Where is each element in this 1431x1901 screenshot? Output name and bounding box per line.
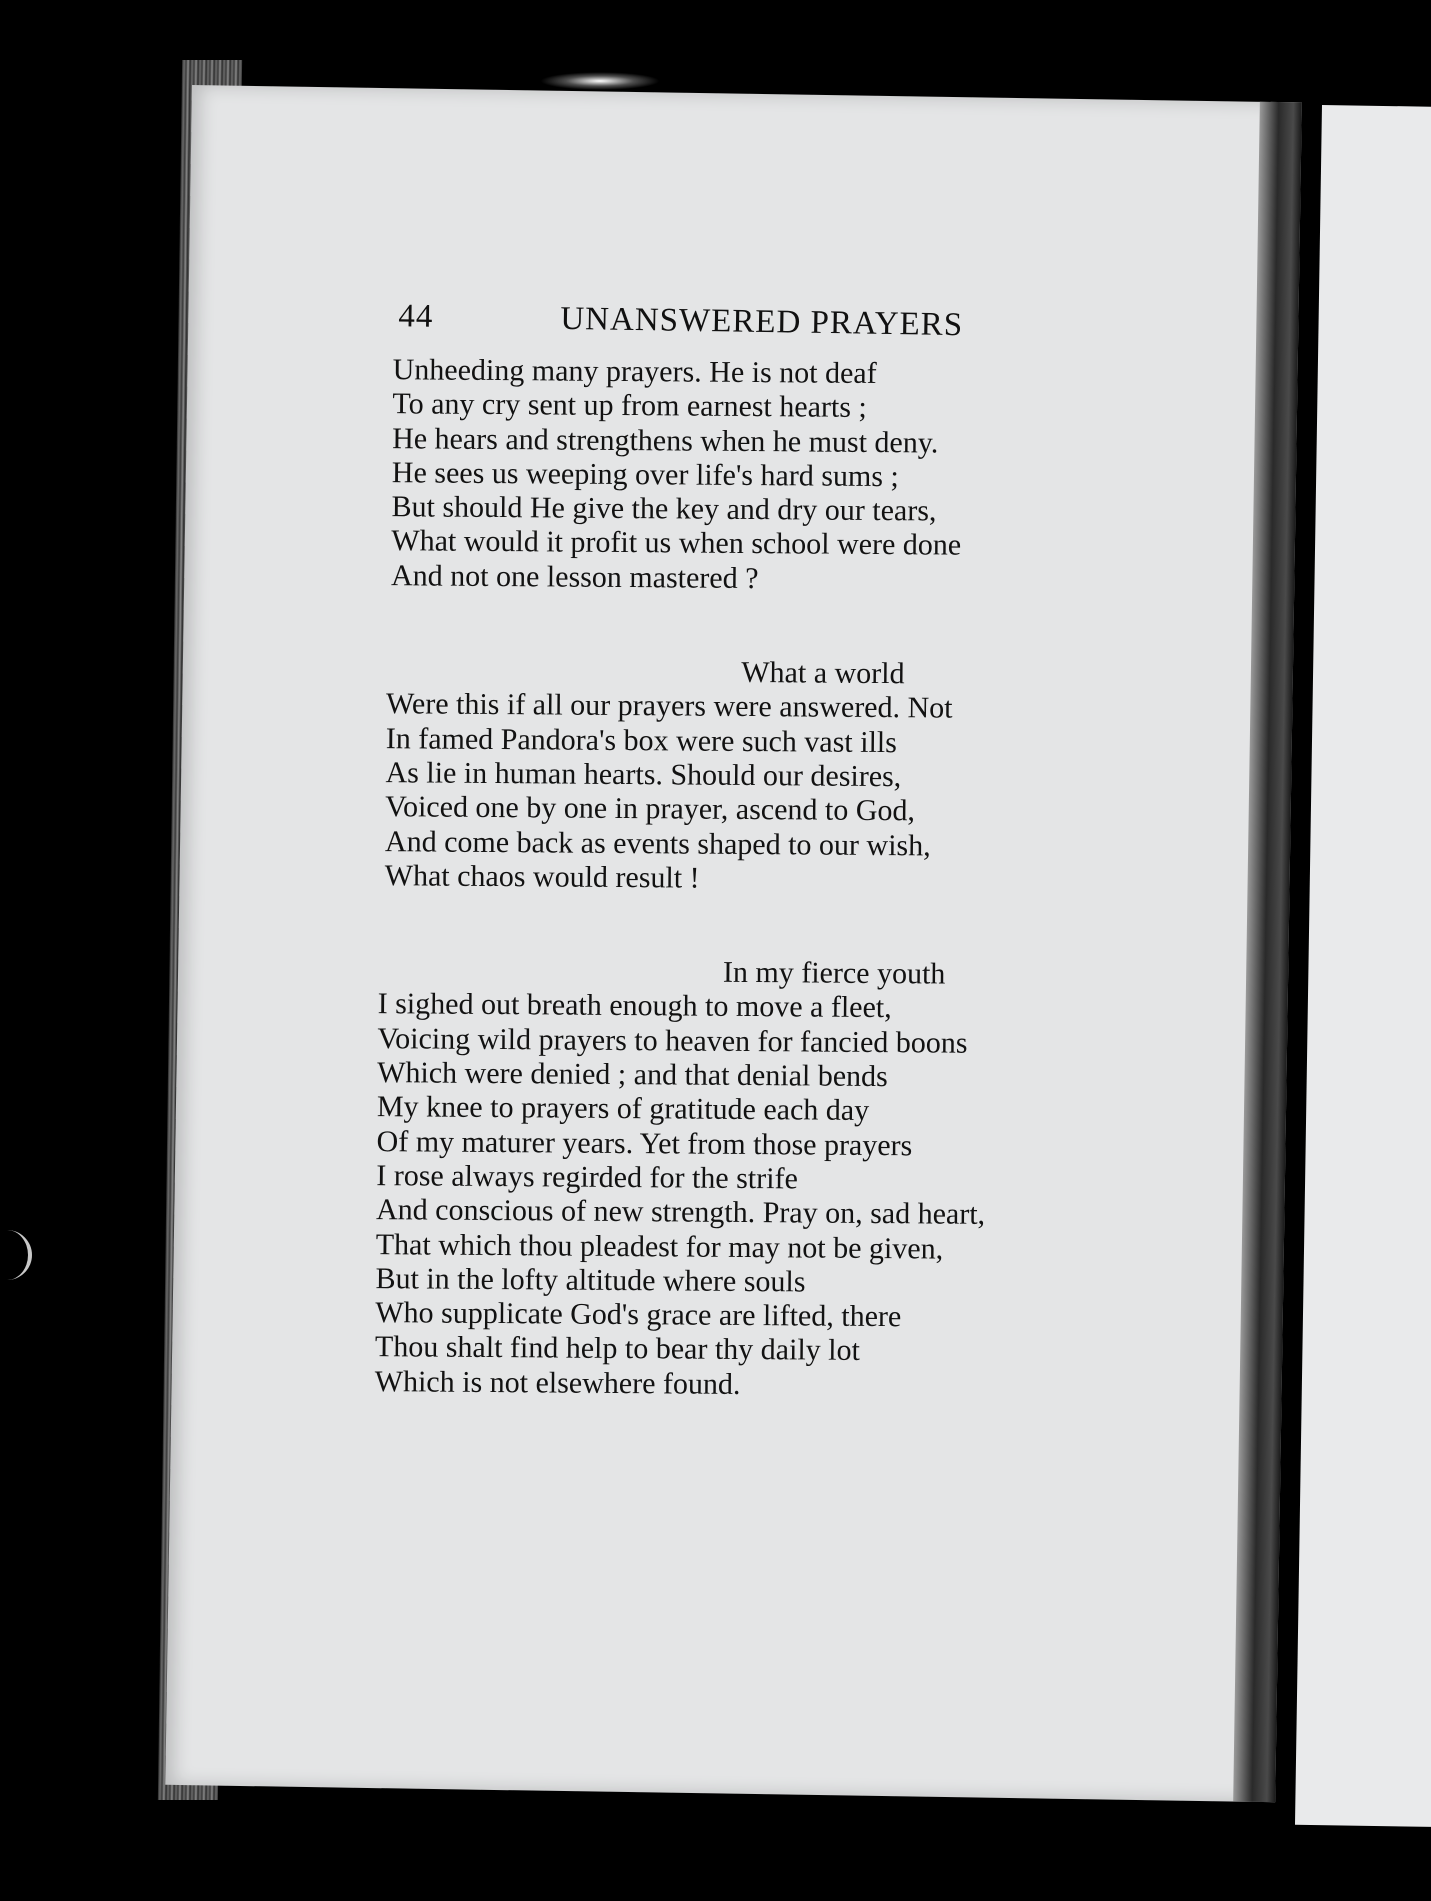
poem-line: My knee to prayers of gratitude each day <box>376 1090 870 1128</box>
poem-line: And come back as events shaped to our wish, <box>384 824 931 862</box>
light-flare <box>540 72 660 90</box>
poem-line: He sees us weeping over life's hard sums ; <box>391 456 899 494</box>
poem-line: He hears and strengthens when he must deny. <box>392 421 939 460</box>
running-head <box>398 298 999 344</box>
stanza <box>391 353 1033 598</box>
poem-line: And not one lesson mastered ? <box>390 558 759 595</box>
poem-line: And conscious of new strength. Pray on, sad heart, <box>375 1193 986 1232</box>
facing-page-edge <box>1295 105 1431 1827</box>
poem-line: Which is not elsewhere found. <box>374 1364 741 1401</box>
poem-line: But should He give the key and dry our tears, <box>391 490 937 528</box>
poem-line: What would it profit us when school were done <box>391 524 962 563</box>
poem-line: In famed Pandora's box were such vast ills <box>385 721 898 759</box>
scan-artifact-mark <box>2 1230 32 1280</box>
poem-line: As lie in human hearts. Should our desires, <box>385 756 902 794</box>
poem-line: Which were denied ; and that denial bends <box>377 1056 888 1094</box>
poem-line: I rose always regirded for the strife <box>376 1159 798 1196</box>
poem-line: To any cry sent up from earnest hearts ; <box>392 387 867 425</box>
poem-line: Voicing wild prayers to heaven for fancied boons <box>377 1021 968 1060</box>
poem-line: Unheeding many prayers. He is not deaf <box>392 353 877 390</box>
poem-line: Thou shalt find help to bear thy daily lot <box>374 1330 861 1368</box>
poem-line: Were this if all our prayers were answered. Not <box>385 687 953 725</box>
stanza <box>375 953 1028 1404</box>
book-page <box>165 85 1302 1802</box>
poem-line: Who supplicate God's grace are lifted, there <box>375 1296 902 1334</box>
poem-line: But in the lofty altitude where souls <box>375 1261 806 1299</box>
running-head-title: UNANSWERED PRAYERS <box>560 300 964 344</box>
gutter-shadow <box>1233 102 1302 1802</box>
poem-line: That which thou pleadest for may not be given, <box>375 1227 944 1266</box>
poem-body <box>374 353 1033 1464</box>
stanza <box>385 653 1031 898</box>
poem-line: In my fierce youth <box>722 955 946 991</box>
poem-line: Voiced one by one in prayer, ascend to God, <box>385 790 916 828</box>
poem-line: What chaos would result ! <box>384 858 700 895</box>
page-number: 44 <box>398 298 434 335</box>
poem-line: Of my maturer years. Yet from those prayers <box>376 1124 913 1162</box>
poem-line: I sighed out breath enough to move a fleet, <box>377 987 892 1025</box>
poem-line: What a world <box>741 656 905 691</box>
